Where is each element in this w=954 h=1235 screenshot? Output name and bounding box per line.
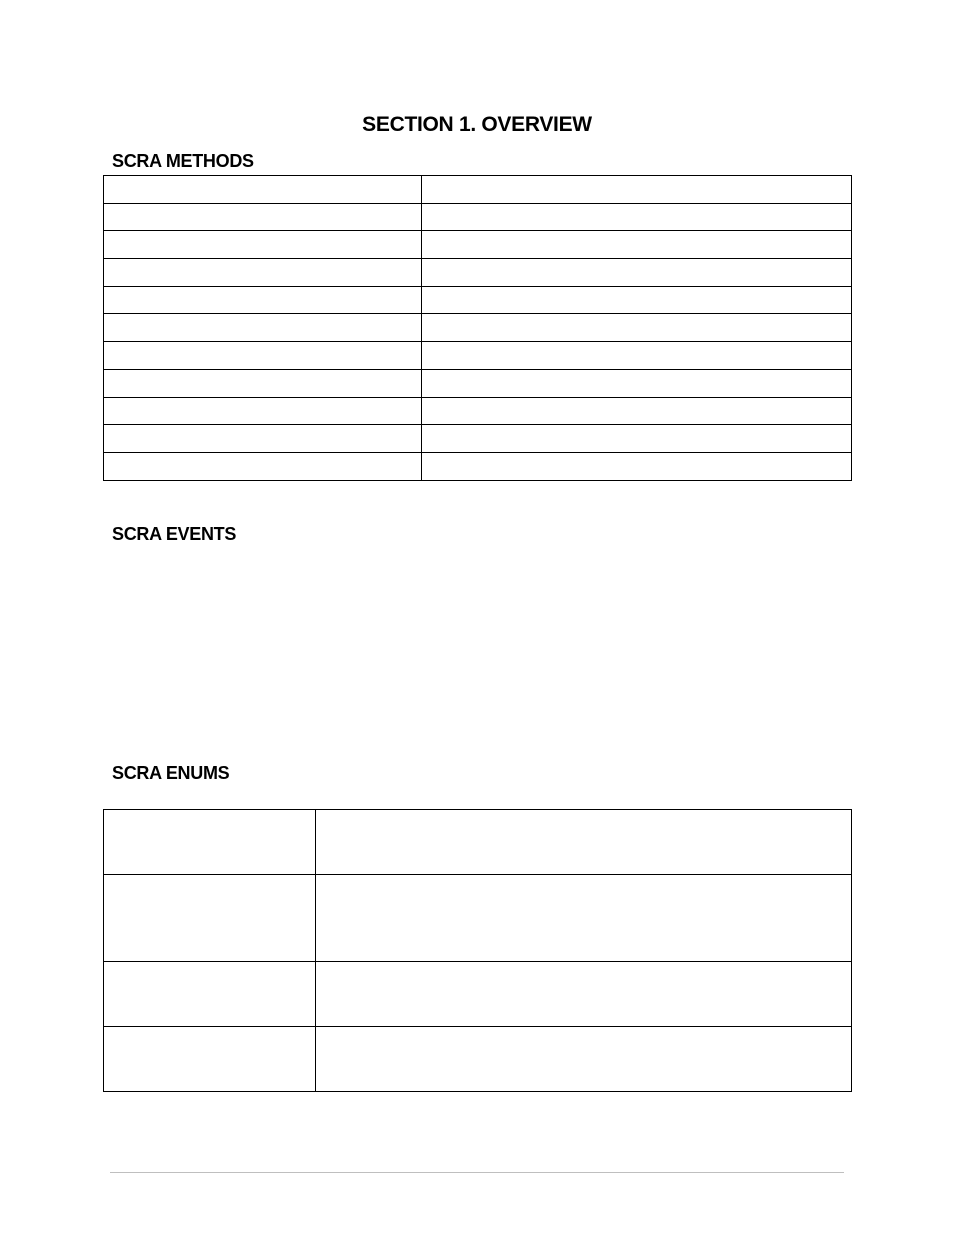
table-row xyxy=(104,314,852,342)
method-description-cell xyxy=(422,397,852,425)
page-title: SECTION 1. OVERVIEW xyxy=(362,113,592,136)
enum-name-cell xyxy=(104,875,316,962)
methods-table xyxy=(103,175,852,481)
footer-divider xyxy=(110,1172,844,1173)
method-description-cell xyxy=(422,425,852,453)
method-name-cell xyxy=(104,259,422,287)
table-row xyxy=(104,369,852,397)
table-row xyxy=(104,875,852,962)
method-name-cell xyxy=(104,452,422,480)
enums-heading: SCRA ENUMS xyxy=(112,763,230,783)
enum-name-cell xyxy=(104,810,316,875)
method-description-cell xyxy=(422,176,852,204)
method-name-cell xyxy=(104,203,422,231)
method-name-cell xyxy=(104,286,422,314)
method-name-cell xyxy=(104,176,422,204)
table-row xyxy=(104,425,852,453)
enum-name-cell xyxy=(104,962,316,1027)
method-name-cell xyxy=(104,397,422,425)
method-description-cell xyxy=(422,259,852,287)
method-name-cell xyxy=(104,314,422,342)
table-row xyxy=(104,286,852,314)
method-description-cell xyxy=(422,369,852,397)
table-row xyxy=(104,342,852,370)
enum-description-cell xyxy=(316,875,852,962)
enums-table xyxy=(103,809,852,1092)
method-description-cell xyxy=(422,314,852,342)
events-heading: SCRA EVENTS xyxy=(112,524,237,544)
table-row xyxy=(104,962,852,1027)
enum-description-cell xyxy=(316,1027,852,1092)
method-name-cell xyxy=(104,231,422,259)
table-row xyxy=(104,259,852,287)
table-row xyxy=(104,810,852,875)
method-description-cell xyxy=(422,231,852,259)
enum-name-cell xyxy=(104,1027,316,1092)
method-name-cell xyxy=(104,342,422,370)
table-row xyxy=(104,231,852,259)
method-name-cell xyxy=(104,425,422,453)
enum-description-cell xyxy=(316,962,852,1027)
table-row xyxy=(104,203,852,231)
method-description-cell xyxy=(422,203,852,231)
enum-description-cell xyxy=(316,810,852,875)
method-description-cell xyxy=(422,286,852,314)
method-name-cell xyxy=(104,369,422,397)
method-description-cell xyxy=(422,452,852,480)
table-row xyxy=(104,1027,852,1092)
methods-heading: SCRA METHODS xyxy=(112,151,254,171)
table-row xyxy=(104,452,852,480)
table-row xyxy=(104,397,852,425)
method-description-cell xyxy=(422,342,852,370)
table-row xyxy=(104,176,852,204)
